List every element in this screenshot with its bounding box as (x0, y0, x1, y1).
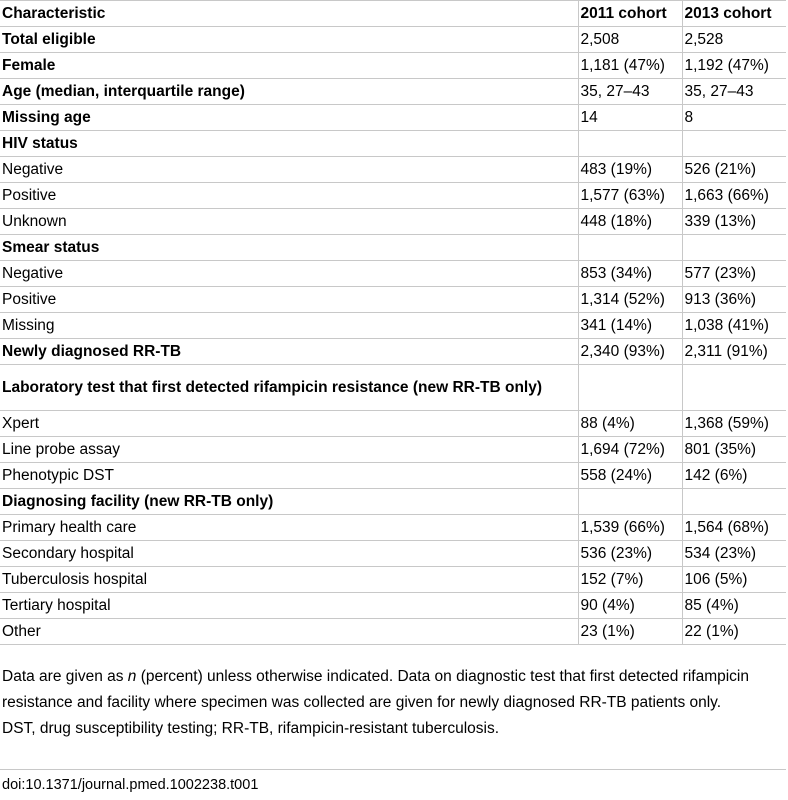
row-label: Secondary hospital (0, 541, 578, 567)
row-label: Xpert (0, 411, 578, 437)
value-2013-cohort: 1,038 (41%) (682, 313, 786, 339)
value-2013-cohort (682, 235, 786, 261)
row-label: Female (0, 53, 578, 79)
table-row (0, 79, 786, 105)
header-2013-cohort: 2013 cohort (682, 1, 786, 27)
value-2013-cohort: 534 (23%) (682, 541, 786, 567)
row-label: Phenotypic DST (0, 463, 578, 489)
value-2011-cohort: 536 (23%) (578, 541, 682, 567)
footnote-text-post: (percent) unless otherwise indicated. Data on diagnostic test that first detected rifampicin resistance and facility where specimen was collected are given for newly diagnosed RR-TB patients only. (2, 668, 749, 711)
value-2013-cohort (682, 131, 786, 157)
footnote-text-pre: Data are given as (2, 668, 128, 685)
table-row (0, 313, 786, 339)
value-2011-cohort: 1,694 (72%) (578, 437, 682, 463)
value-2011-cohort: 341 (14%) (578, 313, 682, 339)
value-2013-cohort (682, 365, 786, 411)
value-2011-cohort (578, 489, 682, 515)
value-2011-cohort (578, 235, 682, 261)
value-2011-cohort: 1,539 (66%) (578, 515, 682, 541)
value-2011-cohort: 1,314 (52%) (578, 287, 682, 313)
value-2013-cohort: 339 (13%) (682, 209, 786, 235)
footnote-n-italic: n (127, 668, 137, 685)
divider (0, 769, 786, 770)
table-row (0, 541, 786, 567)
value-2011-cohort: 90 (4%) (578, 593, 682, 619)
value-2011-cohort: 23 (1%) (578, 619, 682, 645)
table-row (0, 209, 786, 235)
value-2013-cohort: 913 (36%) (682, 287, 786, 313)
row-label: HIV status (0, 131, 578, 157)
footnote-abbreviations: DST, drug susceptibility testing; RR-TB, rifampicin-resistant tuberculosis. (2, 720, 500, 737)
row-label: Negative (0, 261, 578, 287)
value-2011-cohort: 2,340 (93%) (578, 339, 682, 365)
value-2013-cohort: 577 (23%) (682, 261, 786, 287)
value-2013-cohort: 526 (21%) (682, 157, 786, 183)
table-row (0, 489, 786, 515)
value-2011-cohort: 1,577 (63%) (578, 183, 682, 209)
row-label: Negative (0, 157, 578, 183)
value-2013-cohort: 85 (4%) (682, 593, 786, 619)
table-row (0, 157, 786, 183)
value-2013-cohort: 1,192 (47%) (682, 53, 786, 79)
header-2011-cohort: 2011 cohort (578, 1, 682, 27)
value-2011-cohort: 35, 27–43 (578, 79, 682, 105)
table-row (0, 183, 786, 209)
table-header-row (0, 1, 786, 27)
table-row (0, 463, 786, 489)
table-row (0, 53, 786, 79)
row-label: Smear status (0, 235, 578, 261)
table-row (0, 287, 786, 313)
value-2013-cohort: 1,368 (59%) (682, 411, 786, 437)
value-2011-cohort: 483 (19%) (578, 157, 682, 183)
table-row (0, 105, 786, 131)
row-label: Positive (0, 183, 578, 209)
table-row (0, 27, 786, 53)
table-row (0, 411, 786, 437)
row-label: Laboratory test that first detected rifampicin resistance (new RR-TB only) (0, 365, 578, 411)
row-label: Missing age (0, 105, 578, 131)
row-label: Tertiary hospital (0, 593, 578, 619)
value-2011-cohort: 152 (7%) (578, 567, 682, 593)
value-2013-cohort: 35, 27–43 (682, 79, 786, 105)
row-label: Newly diagnosed RR-TB (0, 339, 578, 365)
row-label: Positive (0, 287, 578, 313)
table-row (0, 567, 786, 593)
table-row (0, 261, 786, 287)
row-label: Line probe assay (0, 437, 578, 463)
value-2011-cohort: 14 (578, 105, 682, 131)
row-label: Other (0, 619, 578, 645)
table-row (0, 437, 786, 463)
value-2013-cohort: 22 (1%) (682, 619, 786, 645)
table-row (0, 515, 786, 541)
table-row (0, 365, 786, 411)
value-2013-cohort: 801 (35%) (682, 437, 786, 463)
table-row (0, 131, 786, 157)
value-2013-cohort: 142 (6%) (682, 463, 786, 489)
value-2011-cohort: 853 (34%) (578, 261, 682, 287)
value-2013-cohort: 1,663 (66%) (682, 183, 786, 209)
value-2013-cohort: 2,311 (91%) (682, 339, 786, 365)
row-label: Age (median, interquartile range) (0, 79, 578, 105)
table-row (0, 619, 786, 645)
row-label: Primary health care (0, 515, 578, 541)
row-label: Total eligible (0, 27, 578, 53)
header-characteristic: Characteristic (0, 1, 578, 27)
value-2011-cohort: 1,181 (47%) (578, 53, 682, 79)
value-2011-cohort (578, 131, 682, 157)
row-label: Missing (0, 313, 578, 339)
value-2011-cohort: 2,508 (578, 27, 682, 53)
value-2011-cohort: 88 (4%) (578, 411, 682, 437)
value-2013-cohort: 8 (682, 105, 786, 131)
table-row (0, 593, 786, 619)
row-label: Unknown (0, 209, 578, 235)
value-2011-cohort (578, 365, 682, 411)
table-row (0, 339, 786, 365)
value-2011-cohort: 558 (24%) (578, 463, 682, 489)
value-2011-cohort: 448 (18%) (578, 209, 682, 235)
value-2013-cohort: 1,564 (68%) (682, 515, 786, 541)
table-body (0, 27, 786, 645)
value-2013-cohort (682, 489, 786, 515)
value-2013-cohort: 106 (5%) (682, 567, 786, 593)
footnote-data-description (2, 664, 782, 716)
row-label: Diagnosing facility (new RR-TB only) (0, 489, 578, 515)
table-footnotes (2, 664, 782, 742)
value-2013-cohort: 2,528 (682, 27, 786, 53)
table-row (0, 235, 786, 261)
doi-label: doi:10.1371/journal.pmed.1002238.t001 (2, 777, 259, 793)
row-label: Tuberculosis hospital (0, 567, 578, 593)
